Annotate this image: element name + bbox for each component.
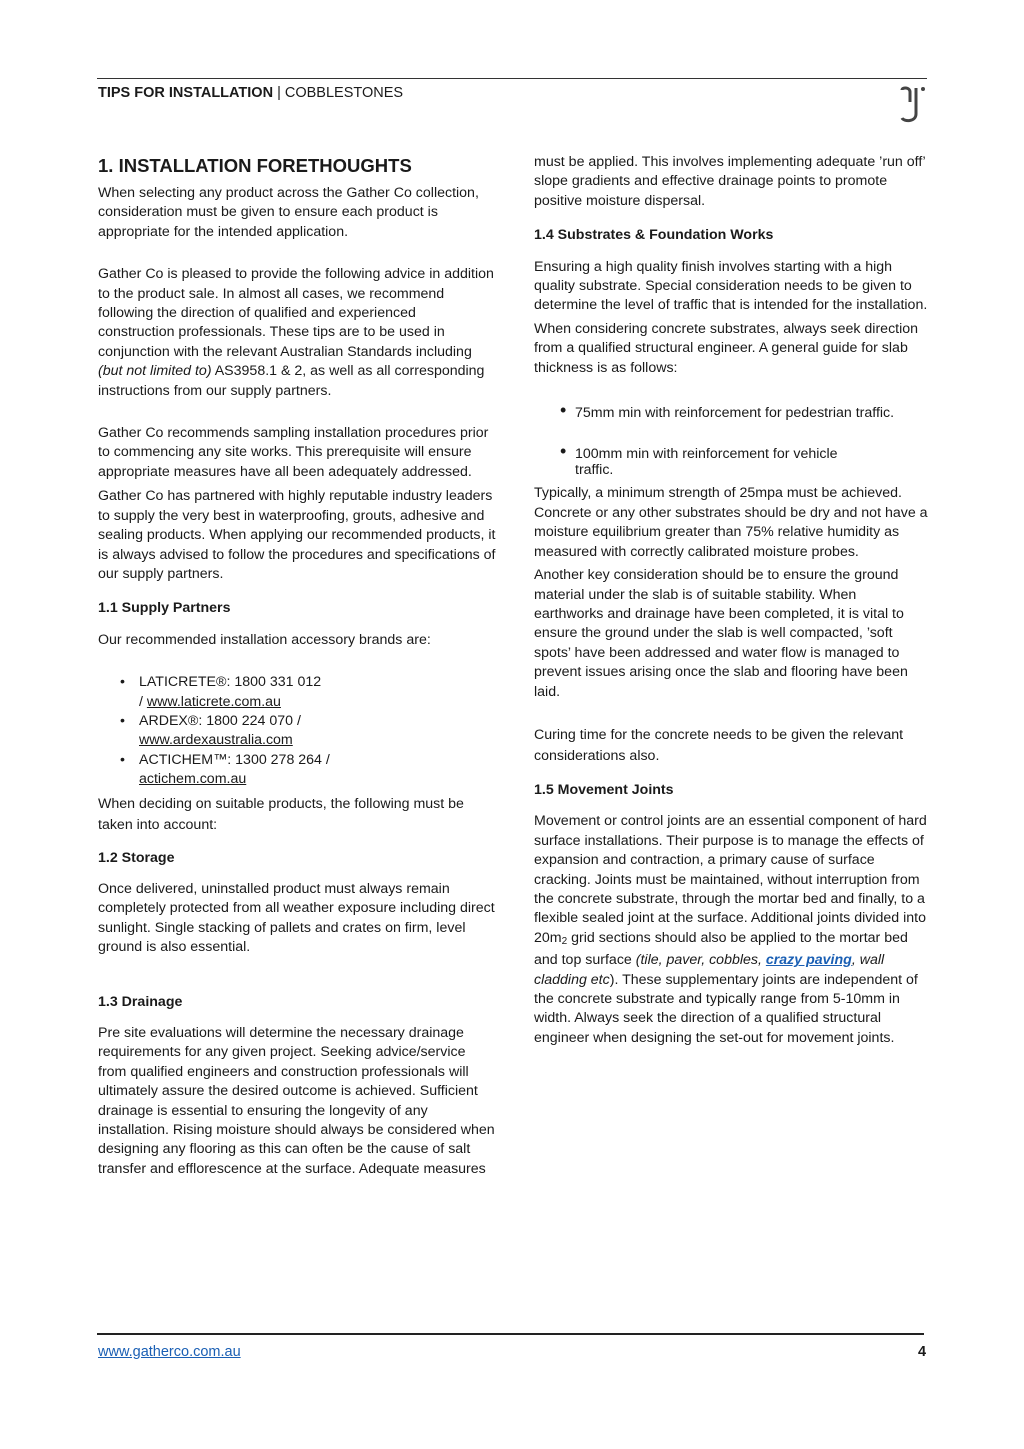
bullet-icon: •	[120, 712, 125, 729]
header-title-bold: TIPS FOR INSTALLATION	[98, 85, 274, 101]
joints-subscript: 2	[561, 935, 568, 947]
slab-item-text: 75mm min with reinforcement for pedestrian traffic.	[575, 405, 895, 422]
substrates-paragraph-1: Ensuring a high quality finish involves starting with a high quality substrate. Special consideration needs to be given to determine the level of traffic that is intended for the installation.	[534, 258, 928, 314]
brand-sep: /	[139, 693, 147, 710]
left-column	[98, 153, 496, 1179]
substrates-heading: 1.4 Substrates & Foundation Works	[534, 227, 774, 244]
substrates-paragraph-3: Typically, a minimum strength of 25mpa must be achieved. Concrete or any other substrates should be dry and not have a moisture equilibrium greater than 75% relative humidity as measured with correctly calibrated moisture probes.	[534, 485, 928, 560]
supply-partners-paragraph: Our recommended installation accessory brands are:	[98, 631, 431, 648]
brand-name: ARDEX®: 1800 224 070 /	[139, 712, 301, 729]
brand-list	[98, 673, 496, 789]
bullet-icon: •	[560, 400, 567, 421]
brand-list-item	[98, 751, 496, 790]
bullet-icon: •	[120, 751, 125, 768]
slab-list	[534, 400, 929, 479]
movement-joints-paragraph	[534, 812, 929, 1048]
movement-joints-heading: 1.5 Movement Joints	[534, 781, 674, 798]
deciding-paragraph: When deciding on suitable products, the following must be taken into account:	[98, 795, 464, 833]
advice-text-c: AS3958.1 & 2, as well as all corresponding instructions from our supply partners.	[98, 363, 485, 399]
storage-heading: 1.2 Storage	[98, 849, 175, 866]
footer-website-link[interactable]: www.gatherco.com.au	[98, 1344, 241, 1360]
brand-name: ACTICHEM™: 1300 278 264 /	[139, 751, 330, 768]
sampling-paragraph: Gather Co recommends sampling installation procedures prior to commencing any site works. This prerequisite will ensure appropriate measures have all been adequately addressed.	[98, 425, 489, 480]
advice-text-a: Gather Co is pleased to provide the following advice in addition to the product sale. In almost all cases, we recommend following the direction of qualified and experienced construction professionals. These tips are to be used in conjunction with the relevant Australian Standards including	[98, 266, 494, 360]
joints-text-3: ). These supplementary joints are independent of the concrete substrate and typically range from 5-10mm in width. Always seek the direction of a qualified structural engineer when designing the set-out for movement joints.	[534, 971, 918, 1046]
drainage-paragraph: Pre site evaluations will determine the necessary drainage requirements for any given project. Seeking advice/service from qualified engineers and construction professionals will ultimately assure the desired outcome is achieved. Sufficient drainage is essential to ensuring the longevity of any installation. Rising moisture should always be considered when designing any flooring as this can often be the cause of salt transfer and efflorescence at the surface. Adequate measures	[98, 1025, 495, 1177]
partnered-paragraph: Gather Co has partnered with highly reputable industry leaders to supply the very best in waterproofing, grouts, adhesive and sealing products. When applying our recommended products, it is always advised to follow the procedures and specifications of our supply partners.	[98, 488, 496, 582]
header-title-rest: COBBLESTONES	[284, 85, 404, 101]
substrates-paragraph-2: When considering concrete substrates, always seek direction from a qualified structural engineer. A general guide for slab thickness is as follows:	[534, 320, 919, 376]
supply-partners-heading: 1.1 Supply Partners	[98, 600, 231, 617]
intro-paragraph: When selecting any product across the Gather Co collection, consideration must be given to ensure each product is appropriate for the intended application.	[98, 185, 479, 240]
page-number: 4	[918, 1344, 927, 1360]
header-rule	[97, 78, 927, 79]
brand-name: LATICRETE®: 1800 331 012	[139, 674, 322, 691]
slab-list-item	[534, 441, 929, 479]
gather-logo-icon	[896, 84, 928, 124]
page-header	[98, 85, 403, 101]
slab-list-item	[534, 400, 929, 423]
footer-rule	[97, 1333, 924, 1335]
section-heading: 1. INSTALLATION FORETHOUGHTS	[98, 155, 412, 176]
drainage-heading: 1.3 Drainage	[98, 993, 183, 1010]
advice-text-italic: (but not limited to)	[98, 363, 212, 380]
curing-paragraph: Curing time for the concrete needs to be given the relevant considerations also.	[534, 726, 904, 764]
ardex-link[interactable]: www.ardexaustralia.com	[139, 732, 293, 749]
joints-text-2: grid sections should also be applied to the mortar bed and top surface	[534, 929, 908, 969]
laticrete-link[interactable]: www.laticrete.com.au	[146, 693, 281, 710]
joints-text-1: Movement or control joints are an essential component of hard surface installations. Their purpose is to manage the effects of expansion and contraction, a primary cause of surface cracking. Joints must be maintained, without interruption from the concrete substrate, through the mortar bed and finally, to a flexible sealed joint at the surface. Additional joints divided into 20m	[534, 813, 927, 946]
joints-italic-2: , wall cladding etc	[534, 952, 885, 988]
advice-paragraph	[98, 265, 496, 401]
joints-italic-1: (tile, paver, cobbles,	[635, 952, 766, 969]
right-column	[534, 153, 929, 1048]
slab-item-text: 100mm min with reinforcement for vehicle traffic.	[575, 446, 838, 479]
bullet-icon: •	[120, 674, 125, 691]
substrates-paragraph-4: Another key consideration should be to ensure the ground material under the slab is of suitable stability. When earthworks and drainage have been completed, it is vital to ensure the ground under the slab is well compacted, ’soft spots’ have been addressed and water flow is managed to prevent issues arising once the slab and flooring have been laid.	[534, 567, 908, 700]
crazy-paving-link[interactable]: crazy paving	[765, 952, 852, 969]
bullet-icon: •	[560, 441, 567, 462]
storage-paragraph: Once delivered, uninstalled product must always remain completely protected from all weather exposure including direct sunlight. Single stacking of pallets and crates on firm, level ground is also essential.	[98, 880, 495, 956]
brand-list-item	[98, 712, 496, 751]
header-separator: |	[273, 85, 285, 101]
brand-list-item	[98, 673, 496, 712]
drainage-continued-paragraph: must be applied. This involves implementing adequate ’run off’ slope gradients and effective drainage points to promote positive moisture dispersal.	[534, 154, 926, 209]
actichem-link[interactable]: actichem.com.au	[139, 771, 247, 788]
